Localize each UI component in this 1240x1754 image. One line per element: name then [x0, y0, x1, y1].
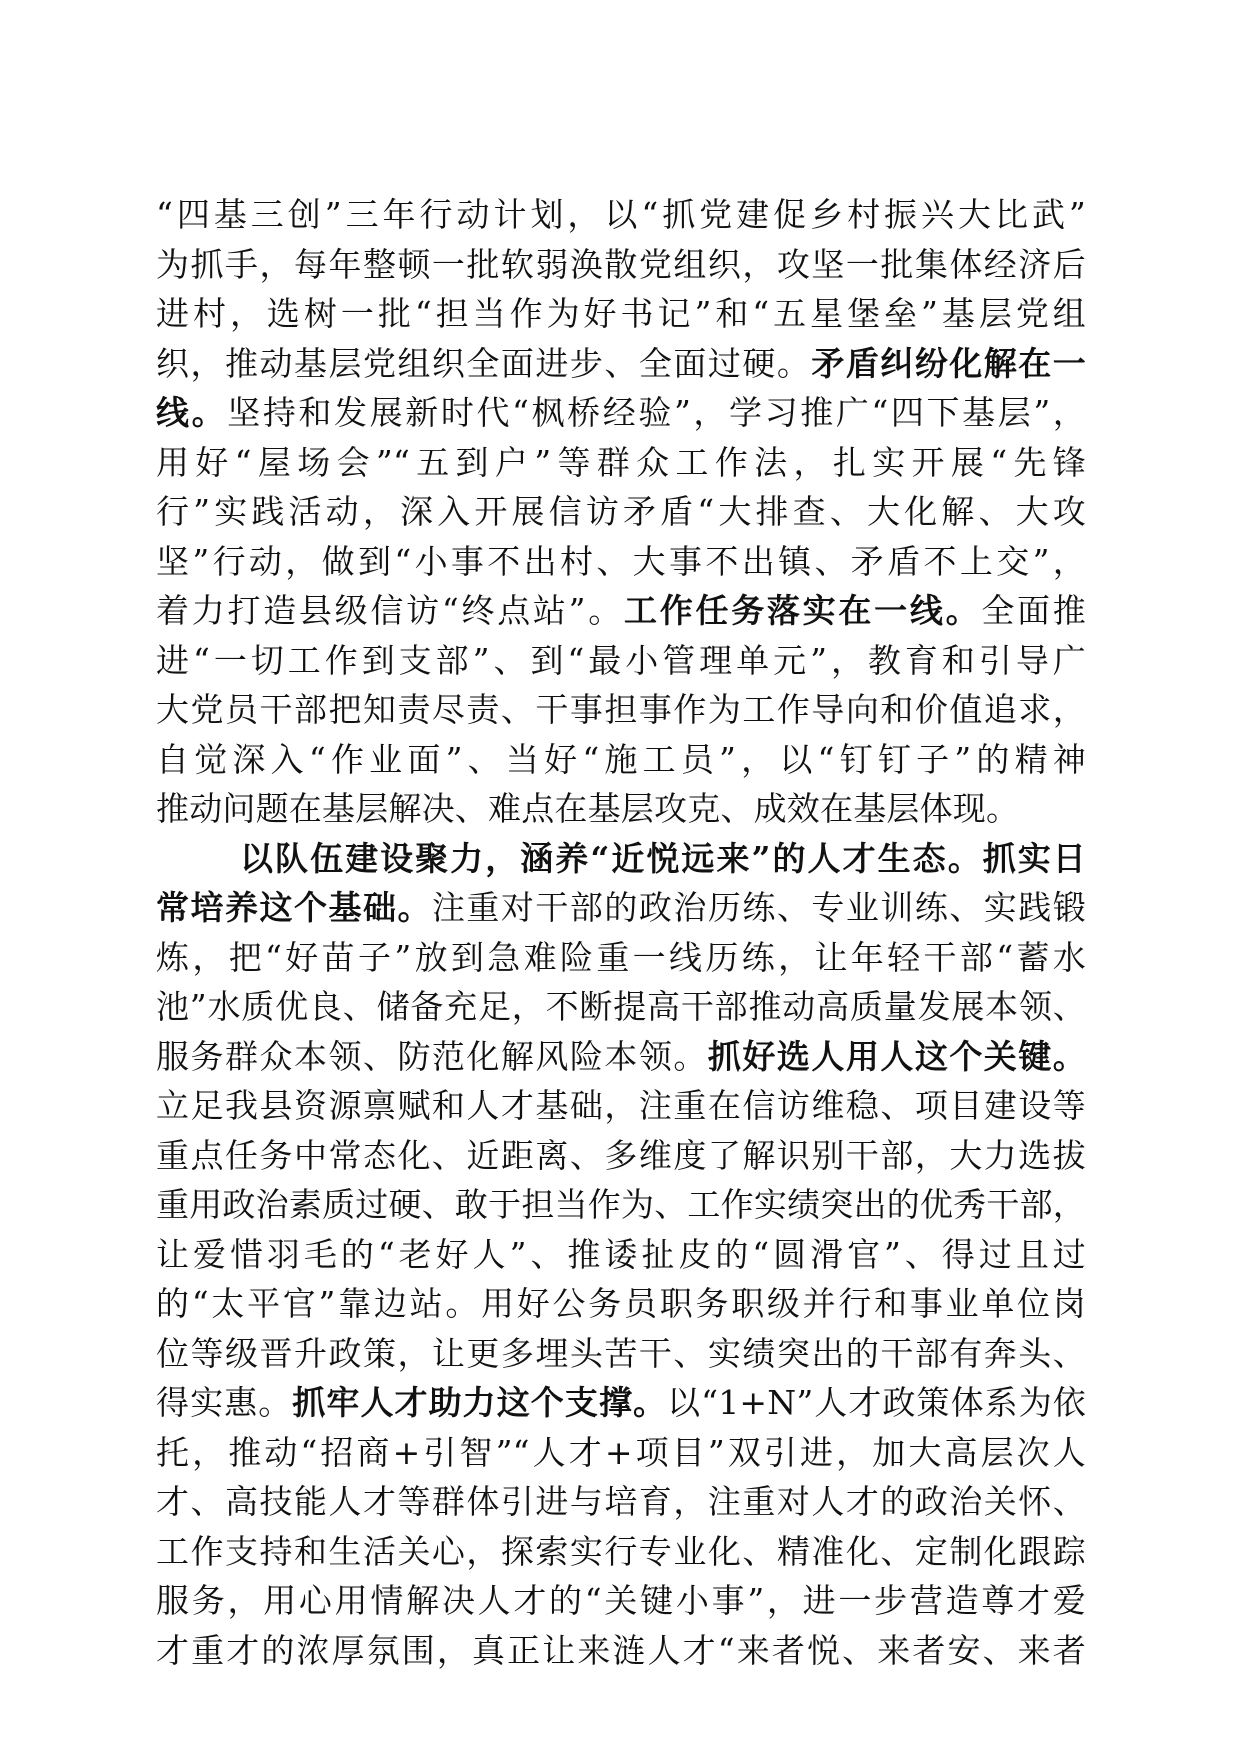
body-text-segment: 服务，用心用情解决人才的“关键小事”，进一步营造尊才爱 [156, 1581, 1086, 1620]
bold-heading-text: 常培养这个基础。 [156, 888, 432, 927]
body-text-segment: 织，推动基层党组织全面进步、全面过硬。 [156, 343, 812, 383]
text-line [156, 735, 1086, 785]
text-line [156, 190, 1086, 240]
text-line [156, 784, 1086, 834]
text-line [156, 1279, 1086, 1329]
text-line [156, 933, 1086, 983]
body-text [156, 190, 1086, 1675]
body-text-segment: 得实惠。 [156, 1383, 293, 1422]
body-text-segment: 池”水质优良、储备充足，不断提高干部推动高质量发展本领、 [156, 987, 1086, 1026]
body-text-segment: 让爱惜羽毛的“老好人”、推诿扯皮的“圆滑官”、得过且过 [156, 1234, 1086, 1274]
text-line [156, 586, 1086, 636]
text-line [156, 1081, 1086, 1131]
text-line [156, 1131, 1086, 1181]
body-text-segment: “四基三创”三年行动计划，以“抓党建促乡村振兴大比武” [156, 195, 1086, 234]
bold-heading-text: 抓牢人才助力这个支撑。 [292, 1383, 668, 1422]
body-text-segment: 立足我县资源禀赋和人才基础，注重在信访维稳、项目建设等 [156, 1086, 1086, 1125]
body-text-segment: 以“1+N”人才政策体系为依 [667, 1383, 1087, 1422]
body-text-segment: 用好“屋场会”“五到户”等群众工作法，扎实开展“先锋 [156, 442, 1086, 482]
bold-heading-text: 线。 [156, 393, 228, 432]
body-text-segment: 大党员干部把知责尽责、干事担事作为工作导向和价值追求， [156, 690, 1086, 729]
text-line [156, 537, 1086, 587]
bold-heading-text: 矛盾纠纷化解在一 [811, 343, 1086, 383]
body-text-segment: 重用政治素质过硬、敢于担当作为、工作实绩突出的优秀干部， [156, 1185, 1086, 1224]
text-line [156, 240, 1086, 290]
body-text-segment: 进“一切工作到支部”、到“最小管理单元”，教育和引导广 [156, 640, 1086, 680]
text-line [156, 1626, 1086, 1676]
text-line [156, 1180, 1086, 1230]
text-line [156, 982, 1086, 1032]
body-text-segment: 服务群众本领、防范化解风险本领。 [156, 1036, 708, 1076]
text-line [156, 388, 1086, 438]
body-text-segment: 的“太平官”靠边站。用好公务员职务职级并行和事业单位岗 [156, 1284, 1086, 1323]
text-line [156, 1527, 1086, 1577]
body-text-segment: 自觉深入“作业面”、当好“施工员”，以“钉钉子”的精神 [156, 739, 1086, 779]
text-line [156, 1230, 1086, 1280]
body-text-segment: 行”实践活动，深入开展信访矛盾“大排查、大化解、大攻 [156, 492, 1086, 531]
text-line [156, 1576, 1086, 1626]
text-line [156, 883, 1086, 933]
bold-heading-text: 以队伍建设聚力，涵养“近悦远来”的人才生态。抓实日 [240, 838, 1086, 878]
body-text-segment: 坚持和发展新时代“枫桥经验”，学习推广“四下基层”， [227, 393, 1086, 432]
body-text-segment: 坚”行动，做到“小事不出村、大事不出镇、矛盾不上交”， [156, 541, 1086, 581]
text-line [156, 487, 1086, 537]
text-line [156, 1428, 1086, 1478]
text-line [156, 685, 1086, 735]
body-text-segment: 重点任务中常态化、近距离、多维度了解识别干部，大力选拔 [156, 1135, 1086, 1175]
body-text-segment: 推动问题在基层解决、难点在基层攻克、成效在基层体现。 [156, 789, 1020, 828]
body-text-segment: 注重对干部的政治历练、专业训练、实践锻 [431, 888, 1086, 927]
bold-heading-text: 工作任务落实在一线。 [624, 591, 982, 630]
text-line [156, 289, 1086, 339]
body-text-segment: 才重才的浓厚氛围，真正让来涟人才“来者悦、来者安、来者 [156, 1630, 1086, 1670]
text-line [156, 636, 1086, 686]
text-line [156, 1378, 1086, 1428]
body-text-segment: 托，推动“招商+引智”“人才+项目”双引进，加大高层次人 [156, 1432, 1086, 1472]
body-text-segment: 炼，把“好苗子”放到急难险重一线历练，让年轻干部“蓄水 [156, 937, 1086, 977]
body-text-segment: 为抓手，每年整顿一批软弱涣散党组织，攻坚一批集体经济后 [156, 244, 1086, 284]
text-line [156, 1329, 1086, 1379]
body-text-segment: 进村，选树一批“担当作为好书记”和“五星堡垒”基层党组 [156, 294, 1086, 333]
text-line [156, 834, 1086, 884]
body-text-segment: 才、高技能人才等群体引进与培育，注重对人才的政治关怀、 [156, 1482, 1086, 1521]
bold-heading-text: 抓好选人用人这个关键。 [707, 1036, 1086, 1076]
body-text-segment: 全面推 [981, 591, 1086, 630]
body-text-segment: 位等级晋升政策，让更多埋头苦干、实绩突出的干部有奔头、 [156, 1333, 1086, 1373]
body-text-segment: 着力打造县级信访“终点站”。 [156, 591, 624, 630]
text-line [156, 438, 1086, 488]
body-text-segment: 工作支持和生活关心，探索实行专业化、精准化、定制化跟踪 [156, 1531, 1086, 1571]
text-line [156, 1477, 1086, 1527]
text-line [156, 1032, 1086, 1082]
text-line [156, 339, 1086, 389]
